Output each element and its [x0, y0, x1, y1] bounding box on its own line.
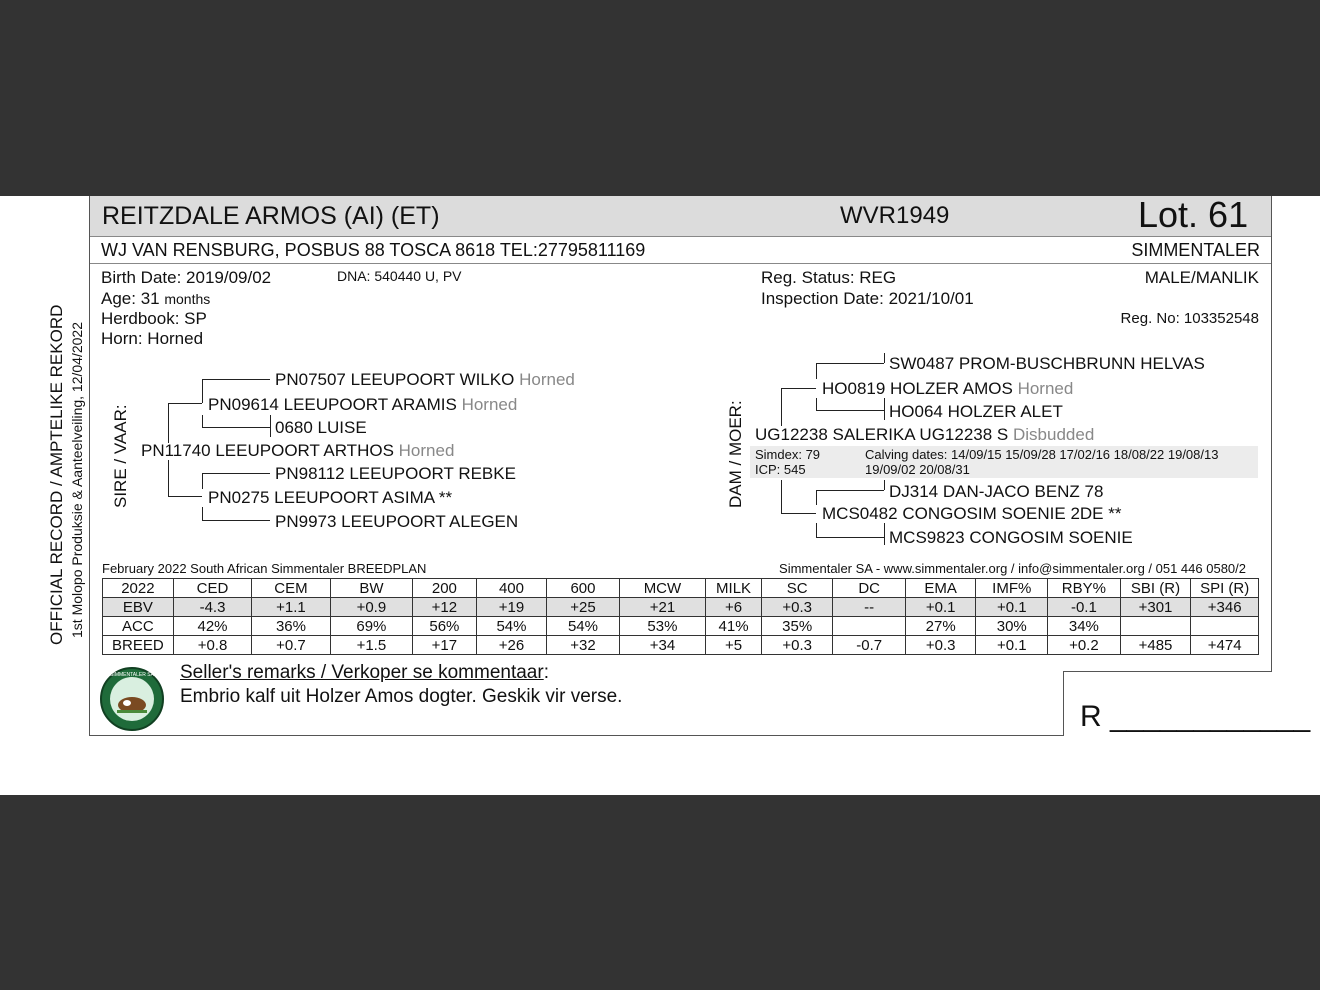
dam-sire-sire: SW0487 PROM-BUSCHBRUNN HELVAS — [889, 354, 1205, 373]
line — [884, 480, 885, 490]
sire-sire: PN09614 LEEUPOORT ARAMIS Horned — [208, 395, 518, 414]
table-header: CED — [173, 579, 251, 598]
horn-status: Horn: Horned — [101, 329, 204, 348]
table-cell: EBV — [103, 598, 174, 617]
table-cell: +0.2 — [1048, 636, 1121, 655]
ebv-table — [102, 578, 1259, 655]
table-cell: +6 — [706, 598, 762, 617]
line — [884, 398, 885, 420]
line — [816, 363, 884, 364]
line — [884, 523, 885, 545]
age-value: Age: 31 — [101, 289, 160, 308]
dna-info: DNA: 540440 U, PV — [337, 268, 462, 284]
table-header: DC — [833, 579, 905, 598]
animal-code: WVR1949 — [840, 202, 950, 229]
table-cell: 54% — [547, 617, 620, 636]
table-header: 600 — [547, 579, 620, 598]
table-cell: +34 — [619, 636, 705, 655]
line — [202, 473, 203, 489]
line — [816, 537, 884, 538]
table-cell: +0.1 — [976, 636, 1048, 655]
calving-dates-line1: Calving dates: 14/09/15 15/09/28 17/02/16 18/08/22 19/08/13 — [865, 447, 1219, 462]
table-cell: +0.1 — [976, 598, 1048, 617]
owner-details: WJ VAN RENSBURG, POSBUS 88 TOSCA 8618 TEL:27795811169 — [101, 240, 646, 260]
line — [202, 427, 270, 428]
table-header: SPI (R) — [1191, 579, 1259, 598]
frame-right — [1271, 196, 1272, 672]
breedplan-source: February 2022 South African Simmentaler BREEDPLAN — [102, 561, 427, 576]
line — [884, 353, 885, 363]
table-cell: +12 — [413, 598, 477, 617]
logo-text: SIMMENTALER SA — [110, 672, 154, 678]
official-record-label: OFFICIAL RECORD / AMPTELIKE REKORD — [47, 304, 66, 645]
sire-dam-sire: PN98112 LEEUPOORT REBKE — [275, 464, 516, 483]
bottom-dark-band — [0, 795, 1320, 990]
table-header: MILK — [706, 579, 762, 598]
sire-sire-dam: 0680 LUISE — [275, 418, 367, 437]
table-cell: BREED — [103, 636, 174, 655]
frame-bottom — [89, 735, 1064, 736]
table-cell: +0.8 — [173, 636, 251, 655]
table-cell — [1191, 617, 1259, 636]
table-header: 400 — [476, 579, 547, 598]
line — [168, 403, 169, 443]
table-header: EMA — [905, 579, 976, 598]
table-cell: 30% — [976, 617, 1048, 636]
table-header: RBY% — [1048, 579, 1121, 598]
table-cell: +301 — [1120, 598, 1191, 617]
reg-number: Reg. No: 103352548 — [1120, 310, 1259, 327]
table-cell: +0.1 — [905, 598, 976, 617]
line — [202, 379, 203, 403]
dam: UG12238 SALERIKA UG12238 S Disbudded — [755, 425, 1095, 444]
table-cell: -4.3 — [173, 598, 251, 617]
table-cell: +0.9 — [330, 598, 412, 617]
table-cell: +25 — [547, 598, 620, 617]
table-header: SC — [761, 579, 833, 598]
sire-sire-sire: PN07507 LEEUPOORT WILKO Horned — [275, 370, 575, 389]
line — [202, 415, 203, 428]
line — [781, 388, 782, 426]
table-cell: 36% — [252, 617, 330, 636]
table-cell: +5 — [706, 636, 762, 655]
reg-status: Reg. Status: REG — [761, 268, 897, 287]
table-cell: +485 — [1120, 636, 1191, 655]
frame-price-top — [1063, 671, 1272, 672]
dam-dam: MCS0482 CONGOSIM SOENIE 2DE ** — [822, 504, 1122, 523]
breed-name: SIMMENTALER — [1131, 240, 1260, 260]
table-cell: ACC — [103, 617, 174, 636]
owner-bar — [90, 237, 1271, 264]
line — [781, 513, 816, 514]
table-header: 2022 — [103, 579, 174, 598]
age — [101, 289, 210, 309]
line — [270, 415, 271, 437]
line — [816, 363, 817, 379]
table-header: BW — [330, 579, 412, 598]
line — [816, 490, 817, 505]
table-cell: +32 — [547, 636, 620, 655]
table-cell: 27% — [905, 617, 976, 636]
line — [816, 523, 817, 538]
dam-sire-dam: HO064 HOLZER ALET — [889, 402, 1063, 421]
table-row — [103, 617, 1259, 636]
line — [202, 379, 270, 380]
animal-name: REITZDALE ARMOS (AI) (ET) — [102, 202, 440, 230]
table-cell — [833, 617, 905, 636]
inspection-date: Inspection Date: 2021/10/01 — [761, 289, 974, 308]
line — [168, 460, 169, 497]
dam-sire: HO0819 HOLZER AMOS Horned — [822, 379, 1074, 398]
line — [202, 507, 203, 521]
sire-dam-dam: PN9973 LEEUPOORT ALEGEN — [275, 512, 519, 531]
table-cell: 54% — [476, 617, 547, 636]
line — [816, 410, 884, 411]
breedplan-contact: Simmentaler SA - www.simmentaler.org / info@simmentaler.org / 051 446 0580/2 — [779, 561, 1246, 576]
table-cell: 53% — [619, 617, 705, 636]
sex: MALE/MANLIK — [1144, 268, 1259, 287]
header-bar — [90, 196, 1271, 237]
table-header: MCW — [619, 579, 705, 598]
table-cell: 35% — [761, 617, 833, 636]
line — [202, 473, 270, 474]
line — [781, 480, 782, 514]
table-cell: 69% — [330, 617, 412, 636]
sire: PN11740 LEEUPOORT ARTHOS Horned — [141, 441, 455, 460]
table-cell: +26 — [476, 636, 547, 655]
lot-number: Lot. 61 — [1138, 194, 1249, 235]
table-cell: -- — [833, 598, 905, 617]
table-row — [103, 598, 1259, 617]
dam-dam-sire: DJ314 DAN-JACO BENZ 78 — [889, 482, 1104, 501]
auction-label: 1st Molopo Produksie & Aanteelveiling, 12/04/2022 — [69, 322, 85, 638]
sire-dam: PN0275 LEEUPOORT ASIMA ** — [208, 488, 453, 507]
table-cell: +0.7 — [252, 636, 330, 655]
table-cell: 56% — [413, 617, 477, 636]
table-cell: +1.1 — [252, 598, 330, 617]
table-cell: +21 — [619, 598, 705, 617]
table-header: CEM — [252, 579, 330, 598]
table-cell: 34% — [1048, 617, 1121, 636]
frame-left — [89, 196, 90, 736]
table-header: SBI (R) — [1120, 579, 1191, 598]
table-cell: -0.7 — [833, 636, 905, 655]
sire-label: SIRE / VAAR: — [111, 404, 130, 508]
dam-dam-dam: MCS9823 CONGOSIM SOENIE — [889, 528, 1133, 547]
table-header-row — [103, 579, 1259, 598]
remarks-text: Embrio kalf uit Holzer Amos dogter. Geskik vir verse. — [180, 686, 623, 707]
simmentaler-logo-icon — [99, 666, 165, 732]
dam-calving-box — [750, 446, 1258, 478]
table-cell: +19 — [476, 598, 547, 617]
top-dark-band — [0, 0, 1320, 196]
line — [816, 490, 884, 491]
table-cell: +0.3 — [761, 598, 833, 617]
remarks-title: Seller's remarks / Verkoper se kommentaar: — [180, 662, 549, 683]
price-label: R ____________ — [1080, 700, 1311, 733]
dam-label: DAM / MOER: — [726, 400, 745, 508]
line — [168, 496, 202, 497]
table-header: 200 — [413, 579, 477, 598]
line — [781, 388, 816, 389]
table-cell: +17 — [413, 636, 477, 655]
herdbook: Herdbook: SP — [101, 309, 207, 328]
calving-dates-line2: 19/09/02 20/08/31 — [865, 462, 970, 477]
line — [168, 403, 202, 404]
frame-price-left — [1063, 672, 1064, 736]
table-cell — [1120, 617, 1191, 636]
table-cell: +0.3 — [761, 636, 833, 655]
table-cell: +1.5 — [330, 636, 412, 655]
birth-date: Birth Date: 2019/09/02 — [101, 268, 272, 287]
table-cell: 42% — [173, 617, 251, 636]
simdex: Simdex: 79 — [755, 447, 821, 462]
icp: ICP: 545 — [755, 462, 806, 477]
table-cell: 41% — [706, 617, 762, 636]
table-cell: +346 — [1191, 598, 1259, 617]
table-row — [103, 636, 1259, 655]
table-header: IMF% — [976, 579, 1048, 598]
table-cell: -0.1 — [1048, 598, 1121, 617]
table-cell: +0.3 — [905, 636, 976, 655]
age-unit: months — [164, 291, 211, 307]
line — [202, 520, 270, 521]
table-cell: +474 — [1191, 636, 1259, 655]
